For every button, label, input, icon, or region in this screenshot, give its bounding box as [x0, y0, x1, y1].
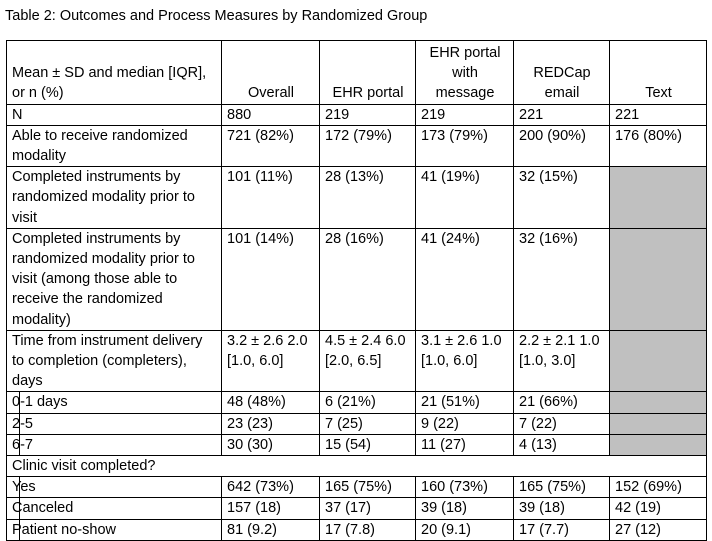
- table-row: [7, 167, 707, 229]
- table-cell: 15 (54): [320, 434, 416, 455]
- table-row: [7, 477, 707, 498]
- table-cell: 152 (69%): [610, 477, 707, 498]
- row-label-indented: Patient no-show: [7, 519, 222, 540]
- table-cell: 32 (16%): [514, 228, 610, 330]
- table-cell: 11 (27): [416, 434, 514, 455]
- row-label-indented: 2-5: [7, 413, 222, 434]
- table-row: [7, 228, 707, 330]
- section-label: Clinic visit completed?: [7, 456, 707, 477]
- table-cell: 4.5 ± 2.4 6.0 [2.0, 6.5]: [320, 330, 416, 392]
- row-label-indented: Yes: [7, 477, 222, 498]
- table-cell: 172 (79%): [320, 125, 416, 166]
- table-cell: 880: [222, 104, 320, 125]
- row-label-indented: 6-7: [7, 434, 222, 455]
- row-label: Completed instruments by randomized modality prior to visit (among those able to receive the randomized modality): [7, 228, 222, 330]
- table-cell: 200 (90%): [514, 125, 610, 166]
- table-cell: 160 (73%): [416, 477, 514, 498]
- header-row: [7, 41, 707, 105]
- table-cell: 4 (13): [514, 434, 610, 455]
- table-cell: 48 (48%): [222, 392, 320, 413]
- table-cell: 157 (18): [222, 498, 320, 519]
- row-label-indented: Canceled: [7, 498, 222, 519]
- row-label: Time from instrument delivery to completion (completers), days: [7, 330, 222, 392]
- table-cell: 165 (75%): [514, 477, 610, 498]
- table-row: [7, 330, 707, 392]
- table-cell: 28 (16%): [320, 228, 416, 330]
- table-cell: 165 (75%): [320, 477, 416, 498]
- table-cell: 21 (51%): [416, 392, 514, 413]
- table-cell: 30 (30): [222, 434, 320, 455]
- table-cell: 219: [320, 104, 416, 125]
- header-label-cell: [7, 41, 222, 105]
- header-label-line1: Mean ± SD and median [IQR],: [12, 65, 207, 82]
- table-row: [7, 104, 707, 125]
- header-overall: Overall: [222, 41, 320, 105]
- outcomes-table: [6, 40, 707, 541]
- table-cell: 20 (9.1): [416, 519, 514, 540]
- header-text: Text: [610, 41, 707, 105]
- table-row: [7, 413, 707, 434]
- table-row: [7, 434, 707, 455]
- table-cell: 21 (66%): [514, 392, 610, 413]
- shaded-cell: [610, 330, 707, 392]
- row-label-indented: 0-1 days: [7, 392, 222, 413]
- table-cell: 42 (19): [610, 498, 707, 519]
- table-cell: 176 (80%): [610, 125, 707, 166]
- shaded-cell: [610, 167, 707, 229]
- table-cell: 7 (22): [514, 413, 610, 434]
- table-cell: 32 (15%): [514, 167, 610, 229]
- section-row: [7, 456, 707, 477]
- row-label: Completed instruments by randomized modality prior to visit: [7, 167, 222, 229]
- table-cell: 81 (9.2): [222, 519, 320, 540]
- table-cell: 101 (11%): [222, 167, 320, 229]
- header-label-line2: or n (%): [12, 85, 64, 102]
- table-row: [7, 125, 707, 166]
- table-cell: 39 (18): [514, 498, 610, 519]
- table-cell: 219: [416, 104, 514, 125]
- table-cell: 3.2 ± 2.6 2.0 [1.0, 6.0]: [222, 330, 320, 392]
- table-cell: 721 (82%): [222, 125, 320, 166]
- table-cell: 2.2 ± 2.1 1.0 [1.0, 3.0]: [514, 330, 610, 392]
- table-cell: 41 (24%): [416, 228, 514, 330]
- shaded-cell: [610, 413, 707, 434]
- table-cell: 221: [514, 104, 610, 125]
- table-cell: 642 (73%): [222, 477, 320, 498]
- table-row: [7, 498, 707, 519]
- row-label: Able to receive randomized modality: [7, 125, 222, 166]
- table-cell: 9 (22): [416, 413, 514, 434]
- table-cell: 41 (19%): [416, 167, 514, 229]
- table-cell: 37 (17): [320, 498, 416, 519]
- table-cell: 173 (79%): [416, 125, 514, 166]
- table-cell: 101 (14%): [222, 228, 320, 330]
- shaded-cell: [610, 434, 707, 455]
- table-cell: 6 (21%): [320, 392, 416, 413]
- table-row: [7, 519, 707, 540]
- table-cell: 39 (18): [416, 498, 514, 519]
- table-cell: 27 (12): [610, 519, 707, 540]
- header-redcap-email: REDCap email: [514, 41, 610, 105]
- header-ehr-portal-with-message: EHR portal with message: [416, 41, 514, 105]
- table-cell: 17 (7.8): [320, 519, 416, 540]
- table-cell: 7 (25): [320, 413, 416, 434]
- table-caption: Table 2: Outcomes and Process Measures by Randomized Group: [5, 8, 428, 24]
- shaded-cell: [610, 228, 707, 330]
- table-cell: 3.1 ± 2.6 1.0 [1.0, 6.0]: [416, 330, 514, 392]
- header-ehr-portal: EHR portal: [320, 41, 416, 105]
- row-label: N: [7, 104, 222, 125]
- table-cell: 17 (7.7): [514, 519, 610, 540]
- shaded-cell: [610, 392, 707, 413]
- table-cell: 221: [610, 104, 707, 125]
- table-row: [7, 392, 707, 413]
- table-cell: 28 (13%): [320, 167, 416, 229]
- table-cell: 23 (23): [222, 413, 320, 434]
